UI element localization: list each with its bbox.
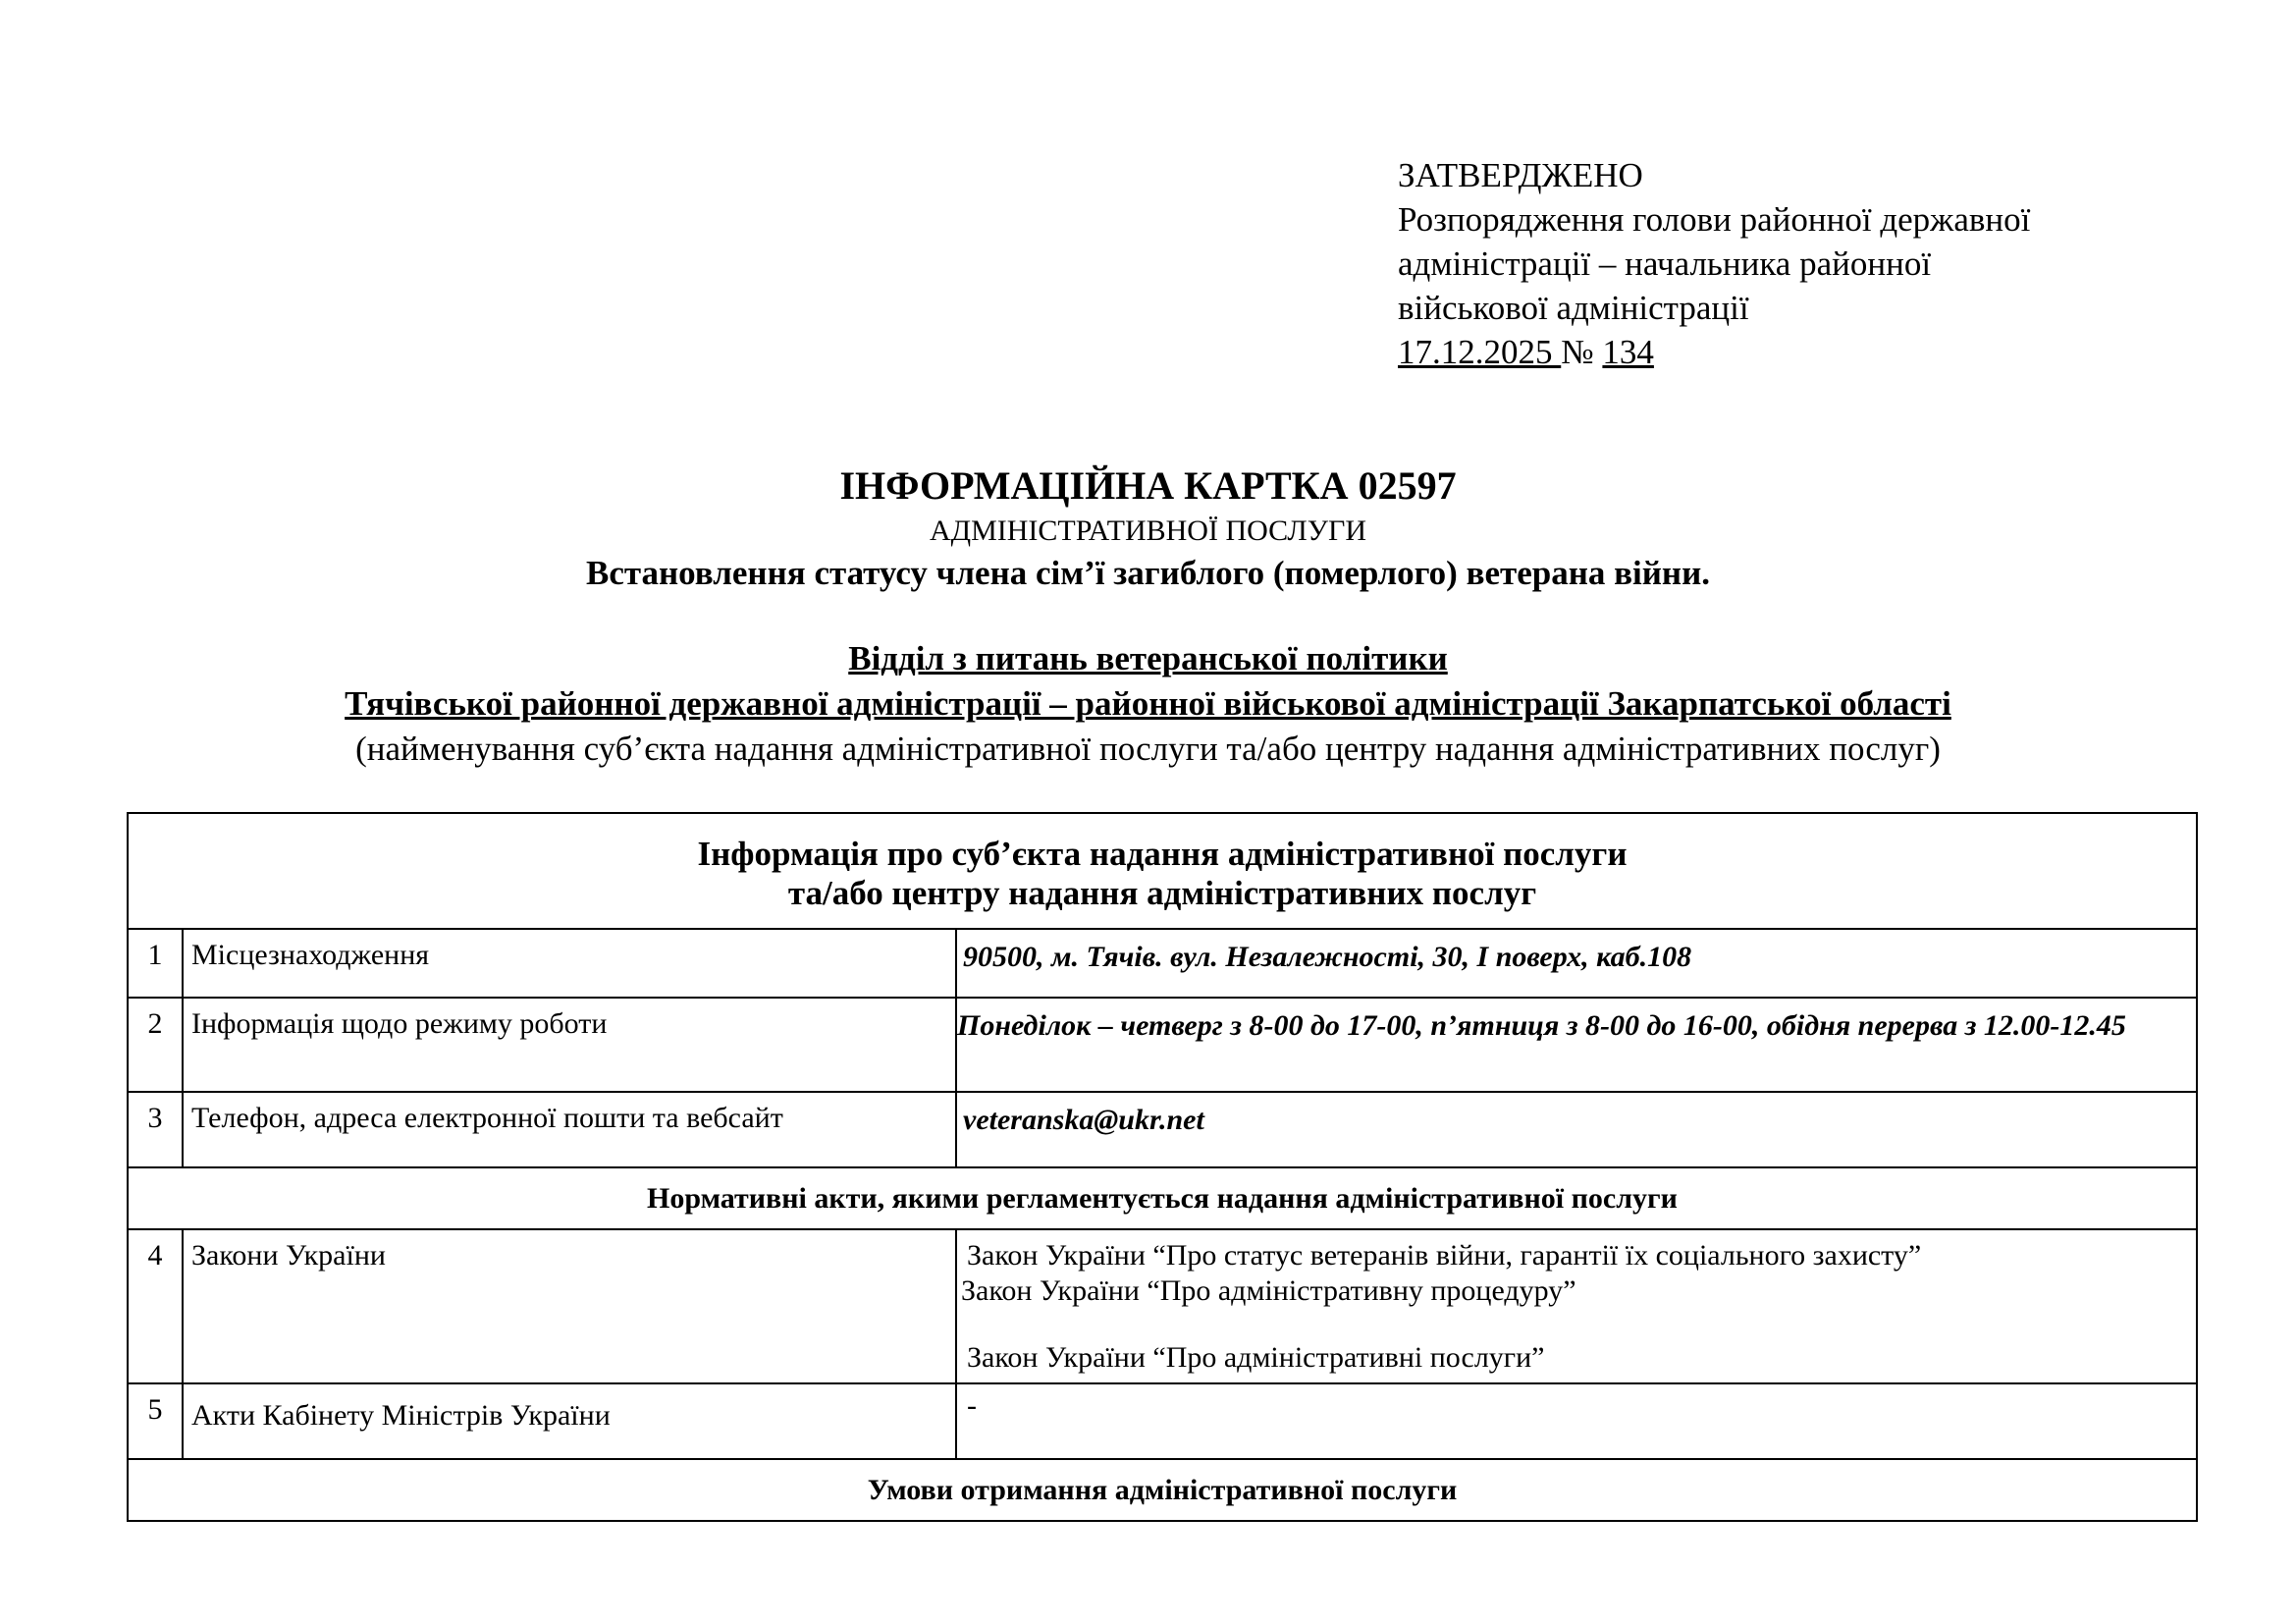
approval-date: 17.12.2025 bbox=[1398, 333, 1553, 371]
department-line-1: Відділ з питань ветеранської політики bbox=[848, 639, 1448, 677]
table-row bbox=[128, 1229, 2197, 1383]
approval-number: 134 bbox=[1602, 333, 1654, 371]
section-header-subject bbox=[128, 813, 2197, 929]
approval-date-number bbox=[1398, 330, 2183, 374]
row-number: 2 bbox=[128, 998, 183, 1092]
section-acts-cell: Нормативні акти, якими регламентується надання адміністративної послуги bbox=[128, 1167, 2197, 1229]
row-number: 3 bbox=[128, 1092, 183, 1167]
law-item: Закон України “Про адміністративну процедуру” bbox=[961, 1274, 1576, 1307]
section-header-acts bbox=[128, 1167, 2197, 1229]
table-row bbox=[128, 1383, 2197, 1459]
approval-line-1: Розпорядження голови районної державної bbox=[1398, 200, 2031, 239]
approval-date-space bbox=[1553, 333, 1562, 371]
row-name: Акти Кабінету Міністрів України bbox=[183, 1383, 956, 1459]
table-row bbox=[128, 998, 2197, 1092]
info-card-table bbox=[127, 812, 2198, 1522]
row-name: Інформація щодо режиму роботи bbox=[183, 998, 956, 1092]
section-subject-line-2: та/або центру надання адміністративних послуг bbox=[787, 874, 1537, 912]
section-subject-cell bbox=[128, 813, 2197, 929]
row-name: Закони України bbox=[183, 1229, 956, 1383]
table-row bbox=[128, 929, 2197, 998]
department-line-2: Тячівської районної державної адміністрації – районної військової адміністрації Закарпатської області bbox=[345, 684, 1951, 723]
approval-number-sign: № bbox=[1561, 333, 1594, 371]
row-name: Місцезнаходження bbox=[183, 929, 956, 998]
email-link[interactable]: veteranska@ukr.net bbox=[956, 1092, 2197, 1167]
law-item: Закон України “Про адміністративні послуги” bbox=[967, 1341, 1545, 1374]
approval-label: ЗАТВЕРДЖЕНО bbox=[1398, 156, 1643, 194]
section-header-conditions bbox=[128, 1459, 2197, 1521]
approval-block bbox=[1398, 153, 2183, 374]
row-number: 5 bbox=[128, 1383, 183, 1459]
row-number: 1 bbox=[128, 929, 183, 998]
row-value-laws bbox=[956, 1229, 2197, 1383]
row-value: Понеділок – четверг з 8-00 до 17-00, п’ятниця з 8-00 до 16-00, обідня перерва з 12.00-12.45 bbox=[956, 998, 2197, 1092]
table-row bbox=[128, 1092, 2197, 1167]
row-value: - bbox=[956, 1383, 2197, 1459]
law-item: Закон України “Про статус ветеранів війни, гарантії їх соціального захисту” bbox=[967, 1239, 1922, 1272]
approval-line-3: військової адміністрації bbox=[1398, 289, 1749, 327]
card-subtitle: АДМІНІСТРАТИВНОЇ ПОСЛУГИ bbox=[929, 514, 1367, 547]
row-name: Телефон, адреса електронної пошти та вебсайт bbox=[183, 1092, 956, 1167]
section-conditions-cell: Умови отримання адміністративної послуги bbox=[128, 1459, 2197, 1521]
approval-line-2: адміністрації – начальника районної bbox=[1398, 244, 1932, 283]
section-subject-line-1: Інформація про суб’єкта надання адміністративної послуги bbox=[697, 835, 1628, 873]
row-number: 4 bbox=[128, 1229, 183, 1383]
service-name: Встановлення статусу члена сім’ї загиблого (померлого) ветерана війни. bbox=[586, 554, 1710, 592]
row-value: 90500, м. Тячів. вул. Незалежності, 30, І поверх, каб.108 bbox=[956, 929, 2197, 998]
card-title: ІНФОРМАЦІЙНА КАРТКА 02597 bbox=[839, 463, 1457, 508]
department-note: (найменування суб’єкта надання адміністративної послуги та/або центру надання адміністративних послуг) bbox=[355, 730, 1941, 768]
